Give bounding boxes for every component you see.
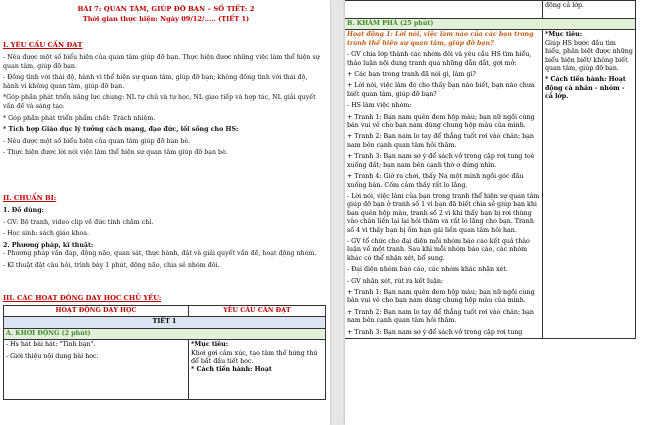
- activity-1-title: Hoạt động 1: Lời nói, việc làm nào của các bạn trong tranh thể hiện sự quan tâm, giúp đỡ bạn?: [347, 31, 534, 47]
- activity-cell: [345, 30, 543, 339]
- paragraph: - GV chia lớp thành các nhóm đôi và yêu cầu HS tìm hiểu, thảo luận nội dung tranh qua những dẫn dắt, gợi mở:: [347, 51, 532, 67]
- lesson-title: BÀI 7: QUAN TÂM, GIÚP ĐỠ BẠN – SỐ TIẾT: 2: [77, 5, 255, 13]
- objective-cell: động cả lớp.: [543, 1, 636, 19]
- subheading: 1. Đồ dùng:: [3, 207, 44, 214]
- activity-cell: [345, 1, 543, 19]
- method-text: * Cách tiến hành: Hoạt: [191, 366, 272, 374]
- period-row: TIẾT 1: [4, 317, 326, 328]
- section-heading-3: III. CÁC HOẠT ĐỘNG DẠY HỌC CHỦ YẾU:: [3, 294, 162, 302]
- paragraph: + Tranh 2: Bạn nam lo tay để thẳng tuốt rơi vào chân; bạn nam bên cạnh quan tâm hỏi thăm.: [347, 308, 534, 325]
- paragraph: * Góp phần phát triển phẩm chất: Trách nhiệm.: [3, 114, 156, 122]
- paragraph: - Thực hiện được lời nói việc làm thể hiện sự quan tâm giúp đỡ bạn bè.: [3, 149, 228, 157]
- paragraph: *Góp phần phát triển năng lực chung: NL tự chủ và tự học, NL giao tiếp và hợp tác, NL giải quyết vấn đề và sáng tạo.: [3, 94, 316, 110]
- lesson-time: Thời gian thực hiện: Ngày 09/12/..... (TIẾT 1): [82, 15, 250, 23]
- table-header-activity: HOẠT ĐỘNG DẠY HỌC: [4, 306, 189, 317]
- paragraph: + Tranh 3: Bạn nam sơ ý để sách vở trong cặp rơi tung: [347, 328, 523, 336]
- paragraph: - GV: Bộ tranh, video clip về đức tính chăm chỉ.: [3, 218, 154, 226]
- paragraph: + Tranh 1: Bạn nam quên đem hộp màu; bạn nữ ngồi cùng bàn vui vẻ cho bạn nam dùng chung hộp màu của mình.: [347, 288, 535, 305]
- section-1-body: [3, 54, 325, 158]
- objective-text: Giúp HS bước đầu tìm hiểu, phân biệt được những biểu hiện biết/ không biết quan tâm, giúp đỡ bạn.: [545, 39, 633, 73]
- activity-heading-a: A. KHỞI ĐỘNG (2 phút): [4, 328, 326, 339]
- paragraph: - Phương pháp vấn đáp, động não, quan sát, thực hành, đặt và giải quyết vấn đề, hoạt động nhóm.: [3, 250, 317, 258]
- objective-label: *Mục tiêu:: [545, 31, 583, 39]
- paragraph: + Các bạn trong tranh đã nói gì, làm gì?: [347, 71, 476, 79]
- paragraph: + Tranh 1: Bạn nam quên đem hộp màu; bạn nữ ngồi cùng bàn vui vẻ cho bạn nam dùng chung hộp màu của mình.: [347, 113, 535, 130]
- paragraph: - Giới thiệu nội dung bài học.: [6, 352, 99, 360]
- paragraph: - Lời nói, việc làm của bạn trong tranh thể hiện sự quan tâm giúp đỡ bạn ở tranh số 1 vì bạn đã biết chia sẻ giúp bạn khi bạn quên hộp màu, tranh số 2 vì khi thấy bạn bị rơi thùng vào chân liền lại lại hỏi thăm và rất lo lắng cho bạn. Tranh số 4 vì thấy bạn bị ốm bạn gái liền quan tâm hỏi han.: [347, 192, 540, 234]
- paragraph: + Tranh 4: Giờ ra chơi, thấy Na một mình ngồi góc đầu xuống bàn. Cốm cảm thấy rất lo lắng.: [347, 173, 524, 189]
- paragraph: - GV nhận xét, rút ra kết luận:: [347, 277, 444, 285]
- paragraph: + Tranh 2: Bạn nam lo tay để thẳng tuốt rơi vào chân; bạn nam bên cạnh quan tâm hỏi thăm.: [347, 133, 534, 149]
- objective-cell: [543, 30, 636, 339]
- paragraph: - GV tổ chức cho đại diện mỗi nhóm báo cáo kết quả thảo luận về một tranh. Sau khi mỗi nhóm báo cáo, các nhóm khác có thể nhận xét, bổ sung.: [347, 237, 530, 262]
- paragraph: - Học sinh: sách giáo khoa.: [3, 230, 89, 238]
- objective-cell: [189, 340, 326, 400]
- objective-text: Khơi gợi cảm xúc, tạo tâm thế hứng thú để bắt đầu tiết học.: [191, 349, 318, 366]
- paragraph: - Nêu được một số biểu hiện của quan tâm giúp đỡ bạn. Thực hiện được những việc làm thể hiện sự quan tâm, giúp đỡ bạn.: [3, 54, 320, 70]
- paragraph: - Nêu được một số biểu hiện của quan tâm giúp đỡ bạn bè.: [3, 137, 191, 145]
- document-page-right: [345, 0, 650, 425]
- paragraph: - Đại diện nhóm báo cáo, các nhóm khác nhận xét.: [347, 266, 508, 274]
- subheading: 2. Phương pháp, kĩ thuật:: [3, 241, 94, 249]
- paragraph: - Hs hát bài hát: "Tình bạn".: [6, 341, 96, 349]
- paragraph: - HS làm việc nhóm:: [347, 102, 412, 110]
- activity-table-continued: [345, 0, 636, 339]
- paragraph: - Kĩ thuật đặt câu hỏi, trình bày 1 phút, động não, chia sẻ nhóm đôi.: [3, 261, 220, 269]
- paragraph: + Lời nói, việc làm đó cho thấy bạn nào biết, bạn nào chưa biết quan tâm, giúp đỡ bạn?: [347, 82, 535, 98]
- activity-cell: [4, 340, 189, 400]
- paragraph: * Tích hợp Giáo dục lý tưởng cách mạng, đạo đức, lối sống cho HS:: [3, 126, 239, 134]
- section-2-body: [3, 207, 325, 271]
- objective-label: *Mục tiêu:: [191, 341, 229, 349]
- method-text: * Cách tiến hành: Hoạt động cá nhân - nhóm - cả lớp.: [545, 76, 626, 101]
- section-heading-1: I. YÊU CẦU CẦN ĐẠT: [3, 41, 83, 49]
- activity-heading-b: B. KHÁM PHÁ (25 phút): [345, 19, 636, 30]
- paragraph: - Đồng tình với thái độ, hành vi thể hiện sự quan tâm, giúp đỡ bạn; không đồng tình với thái độ, hành vi không quan tâm, giúp đỡ bạn.: [3, 74, 308, 90]
- activity-table: [3, 305, 326, 400]
- table-header-objective: YÊU CẦU CẦN ĐẠT: [189, 306, 326, 317]
- paragraph: + Tranh 3: Bạn nam sơ ý để sách vở trong cặp rơi tung toé xuống đất; bạn nam bên cạnh thờ ơ đứng nhìn.: [347, 153, 535, 169]
- section-heading-2: II. CHUẨN BỊ:: [3, 194, 57, 202]
